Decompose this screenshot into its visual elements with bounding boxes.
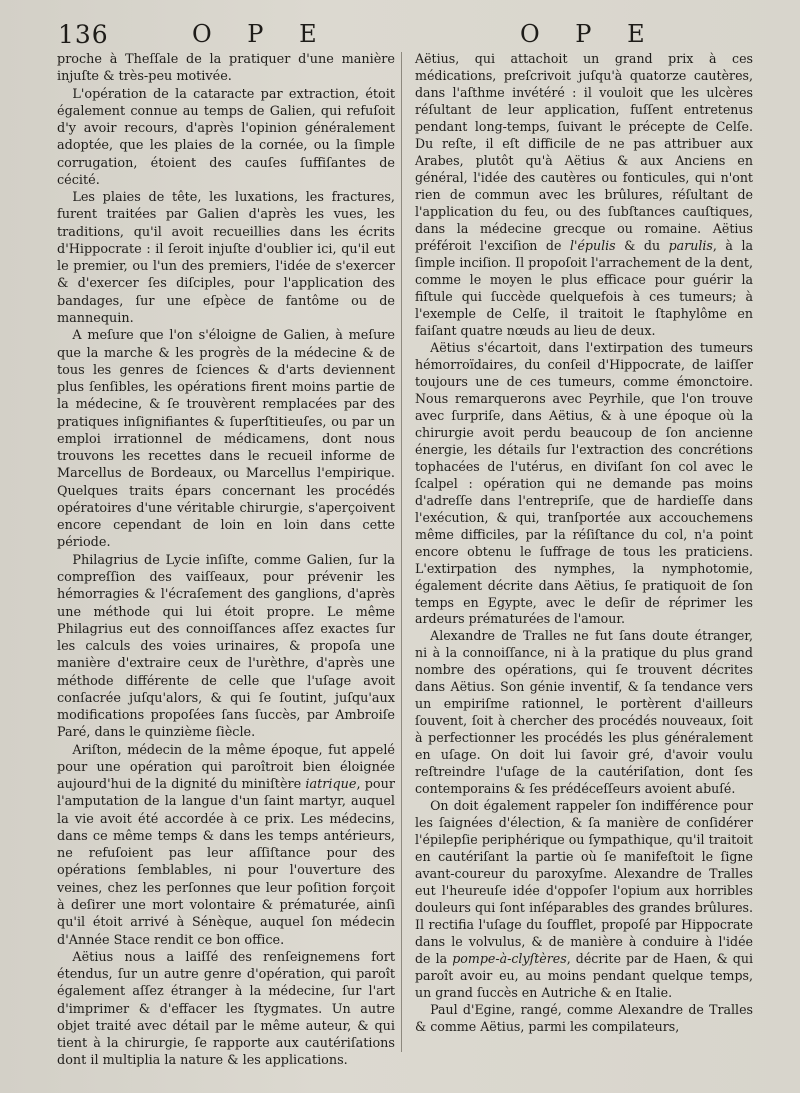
text-run: , pour l'amputation de la langue d'un ſaint martyr, auquel la vie avoit été accordée à ce prix. Les médecins, dans ce même temps & dans les temps antérieurs, ne refuſoient pas leur aſſiſtance pour des opérations ſemblables, ni pour l'ouverture des veines, chez les perſonnes que leur poſition forçoit à deſirer une mort volontaire & prématurée, ainſi qu'il étoit arrivé à Sénèque, auquel ſon médecin d'Année Stace rendit ce bon office.	[57, 777, 395, 948]
italic-term: l'épulis	[569, 237, 616, 253]
paragraph: Aëtius nous a laiſſé des renſeignemens fort étendus, ſur un autre genre d'opération, qui paroît également aſſez étranger à la médecine, ſur l'art d'imprimer & d'effacer les ſtygmates. Un autre objet traité avec détail par le même auteur, & qui tient à la chirurgie, ſe rapporte aux cautériſations dont il multiplia la nature & les applications.	[57, 949, 395, 1069]
paragraph	[415, 51, 753, 340]
paragraph: Aëtius s'écartoit, dans l'extirpation des tumeurs hémorroïdaires, du conſeil d'Hippocrate, de laiſſer toujours une de ces tumeurs, comme émonctoire. Nous remarquerons avec Peyrhile, que l'on trouve avec ſurpriſe, dans Aëtius, & à une époque où la chirurgie avoit perdu beaucoup de ſon ancienne énergie, les détails ſur l'extraction des concrétions tophacées de l'utérus, en diviſant ſon col avec le ſcalpel : opération qui ne demande pas moins d'adreſſe dans l'entrepriſe, que de hardieſſe dans l'exécution, & qui, tranſportée aux accouchemens même difficiles, par la réſiſtance du col, n'a point encore obtenu le ſuffrage de tous les praticiens. L'extirpation des nymphes, la nymphotomie, également décrite dans Aëtius, ſe pratiquoit de ſon temps en Egypte, avec le deſir de réprimer les ardeurs prématurées de l'amour.	[415, 339, 753, 627]
paragraph: Philagrius de Lycie inſiſte, comme Galien, ſur la compreſſion des vaiſſeaux, pour prévenir les hémorragies & l'écraſement des ganglions, d'après une méthode qui lui étoit propre. Le même Philagrius eut des connoiſſances aſſez exactes ſur les calculs des voies urinaires, & propoſa une manière d'extraire ceux de l'urèthre, d'après une méthode différente de celle que l'uſage avoit conſacrée juſqu'alors, & qui ſe ſoutint, juſqu'aux modifications propoſées ſans ſuccès, par Ambroiſe Paré, dans le quinzième ſiècle.	[57, 552, 395, 741]
text-run: On doit également rappeler ſon indifférence pour les ſaignées d'élection, & ſa manière de conſidérer l'épilepſie periphérique ou ſympathique, qu'il traitoit en cautériſant la partie où ſe manifeſtoit le ſigne avant-coureur du paroxyſme. Alexandre de Tralles eut l'heureuſe idée d'oppoſer l'opium aux horribles douleurs qui ſont inſéparables des grandes brûlures. Il rectifia l'uſage du ſoufflet, propoſé par Hippocrate dans le volvulus, & de manière à conduire à l'idée de la	[415, 798, 753, 967]
left-column	[57, 51, 395, 1070]
text-run: Aëtius, qui attachoit un grand prix à ces médications, preſcrivoit juſqu'à quatorze cautères, dans l'aſthme invétéré : il vouloit que les ulcères réſultant de leur application, fuſſent entretenus pendant long-temps, ſuivant le précepte de Celſe. Du reſte, il eſt difficile de ne pas attribuer aux Arabes, plutôt qu'à Aëtius & aux Anciens en général, l'idée des cautères ou fonticules, qui n'ont rien de commun avec les brûlures, réſultant de l'application du feu, ou des ſubſtances cauſtiques, dans la médecine grecque ou romaine. Aëtius préféroit l'exciſion de	[415, 51, 753, 253]
paragraph: proche à Theſſale de la pratiquer d'une manière injuſte & très-peu motivée.	[57, 52, 395, 85]
paragraph: L'opération de la cataracte par extraction, étoit également connue au temps de Galien, qui refuſoit d'y avoir recours, d'après l'opinion généralement adoptée, que les plaies de la cornée, ou la ſimple corrugation, étoient des cauſes ſuffiſantes de cécité.	[57, 86, 395, 188]
column-divider	[401, 52, 402, 1052]
paragraph: Paul d'Egine, rangé, comme Alexandre de Tralles & comme Aëtius, parmi les compilateurs,	[415, 1002, 753, 1035]
text-run: Ariſton, médecin de la même époque, fut appelé pour une opération qui paroîtroit bien éloignée aujourd'hui de la dignité du miniſtère	[57, 742, 395, 793]
page-number: 136	[58, 20, 109, 49]
running-head-left: O P E	[192, 20, 331, 48]
paragraph: Alexandre de Tralles ne fut ſans doute étranger, ni à la connoiſſance, ni à la pratique du plus grand nombre des opérations, qui ſe trouvent décrites dans Aëtius. Son génie inventif, & ſa tendance vers un empiriſme rationnel, le portèrent d'ailleurs ſouvent, ſoit à chercher des procédés nouveaux, ſoit à perfectionner les procédés les plus généralement en uſage. On doit lui ſavoir gré, d'avoir voulu reſtreindre l'uſage de la cautériſation, dont ſes contemporains & ſes prédéceſſeurs avoient abuſé.	[415, 628, 753, 797]
text-run: , à la ſimple inciſion. Il propoſoit l'arrachement de la dent, comme le moyen le plus efficace pour guérir la fiſtule qui ſuccède quelquefois à ces tumeurs; à l'exemple de Celſe, il traitoit le ſtaphylôme en faiſant quatre nœuds au lieu de deux.	[415, 237, 753, 338]
text-run: , décrite par de Haen, & qui paroît avoir eu, au moins pendant quelque temps, un grand ſuccès en Autriche & en Italie.	[415, 951, 753, 1001]
paragraph: Les plaies de tête, les luxations, les fractures, furent traitées par Galien d'après les vues, les traditions, qu'il avoit recueillies dans les écrits d'Hippocrate : il ſeroit injuſte d'oublier ici, qu'il eut le premier, ou l'un des premiers, l'idée de s'exercer & d'exercer ſes diſciples, pour l'application des bandages, ſur une eſpèce de fantôme ou de mannequin.	[57, 190, 395, 326]
italic-term: iatrique	[305, 777, 357, 793]
right-column	[415, 51, 753, 1036]
running-head-right: O P E	[520, 20, 659, 48]
paragraph: A meſure que l'on s'éloigne de Galien, à meſure que la marche & les progrès de la médecine & de tous les genres de ſciences & d'arts deviennent plus ſenſibles, les opérations firent moins partie de la médecine, & ſe trouvèrent remplacées par des pratiques inſignifiantes & ſuperſtitieuſes, ou par un emploi irrationnel de médicamens, dont nous trouvons les recettes dans le recueil informe de Marcellus de Bordeaux, ou Marcellus l'empirique. Quelques traits épars concernant les procédés opératoires d'une véritable chirurgie, s'aperçoivent encore cependant de loin en loin dans cette période.	[57, 328, 395, 551]
italic-term: parulis	[668, 237, 713, 253]
text-run: & du	[615, 237, 669, 253]
paragraph	[415, 798, 753, 1002]
paragraph	[57, 742, 395, 949]
page-header	[0, 18, 800, 52]
italic-term: pompe-à-clyſtères	[452, 951, 567, 967]
